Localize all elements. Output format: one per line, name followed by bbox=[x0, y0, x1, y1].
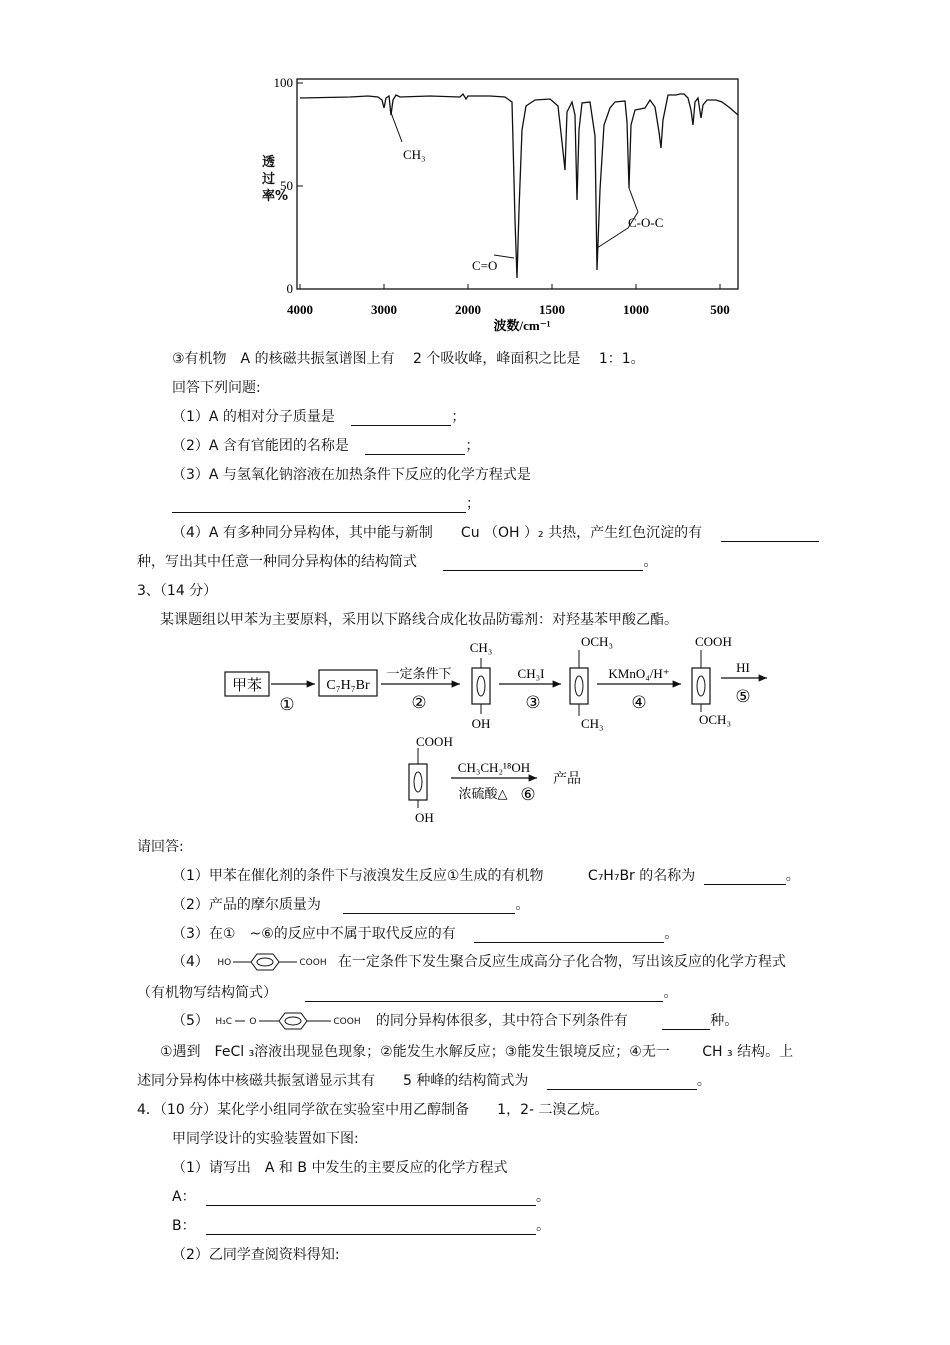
answer-blank[interactable] bbox=[474, 928, 664, 943]
ir-spectrum bbox=[250, 70, 750, 335]
answer-blank[interactable] bbox=[704, 870, 786, 885]
q3-sub3: （3）在① ~⑥的反应中不属于取代反应的有 。 bbox=[172, 926, 679, 942]
answer-blank[interactable] bbox=[547, 1075, 697, 1090]
q2-sub3: （3）A 与氢氧化钠溶液在加热条件下反应的化学方程式是 bbox=[172, 467, 531, 483]
q3-sub4-note: （有机物写结构简式） 。 bbox=[137, 985, 678, 1001]
ir-spectrum-plot bbox=[250, 70, 750, 335]
q4-sub1: （1）请写出 A 和 B 中发生的主要反应的化学方程式 bbox=[172, 1160, 508, 1176]
step-6-label: ⑥ bbox=[520, 785, 536, 804]
x-tick-label: 4000 bbox=[287, 302, 313, 317]
q2-sub3-answer: ； bbox=[172, 495, 480, 513]
hydroxybenzoic-acid-structure: HO COOH bbox=[213, 953, 325, 971]
group-och3: OCH₃ bbox=[699, 712, 731, 727]
x-tick-label: 1500 bbox=[539, 302, 565, 317]
group-cooh: COOH bbox=[416, 734, 453, 749]
synthesis-scheme-svg bbox=[215, 628, 775, 828]
answer-blank[interactable] bbox=[206, 1191, 536, 1206]
q2-sub1: （1）A 的相对分子质量是 ； bbox=[172, 409, 466, 425]
step-2-label: ② bbox=[411, 693, 427, 712]
answer-blank[interactable] bbox=[343, 899, 515, 914]
toluene-label: 甲苯 bbox=[231, 678, 263, 694]
y-axis-label: 透过率% bbox=[262, 155, 289, 204]
answer-blank[interactable] bbox=[443, 556, 643, 571]
q3-sub5: （5） H₃C O COOH 的同分异构体很多，其中符合下列条件有 种。 bbox=[172, 1013, 739, 1029]
step-4-condition: KMnO₄/H⁺ bbox=[608, 666, 670, 681]
step-2-condition: 一定条件下 bbox=[386, 666, 452, 681]
step-4-label: ④ bbox=[631, 693, 647, 712]
annotation-ch3: CH₃ bbox=[403, 147, 426, 162]
q4-a-line: A： 。 bbox=[172, 1189, 551, 1205]
q3-answer-prompt: 请回答: bbox=[137, 839, 184, 855]
q2-sub2: （2）A 含有官能团的名称是 ； bbox=[172, 438, 480, 454]
answer-blank[interactable] bbox=[662, 1015, 710, 1030]
step-3-condition: CH₃I bbox=[517, 666, 545, 681]
q3-conditions-line1: ①遇到 FeCl ₃溶液出现显色现象；②能发生水解反应；③能发生银境反应；④无一 CH ₃ 结构。上 bbox=[160, 1044, 794, 1060]
q2-prompt: 回答下列问题: bbox=[172, 380, 261, 396]
product-label: 产品 bbox=[553, 772, 581, 787]
benzene-ring-icon bbox=[231, 953, 303, 971]
step-6-condition-bottom: 浓硫酸△ bbox=[458, 786, 508, 801]
y-tick-label: 0 bbox=[286, 281, 293, 296]
benzene-ring-icon bbox=[472, 668, 490, 704]
q3-sub1: （1）甲苯在催化剂的条件下与液溴发生反应①生成的有机物 C₇H₇Br 的名称为 。 bbox=[172, 868, 800, 884]
q4-b-line: B： 。 bbox=[172, 1218, 551, 1234]
q3-sub2: （2）产品的摩尔质量为 。 bbox=[172, 897, 530, 913]
synthesis-scheme bbox=[215, 628, 775, 828]
step-6-condition: CH₃CH₂¹⁸OH bbox=[457, 760, 531, 775]
q4-line2: 甲同学设计的实验装置如下图: bbox=[172, 1131, 359, 1147]
q4-sub2: （2）乙同学查阅资料得知: bbox=[172, 1247, 340, 1263]
q3-conditions-line2: 述同分异构体中核磁共振氢谱显示其有 5 种峰的结构简式为 。 bbox=[137, 1073, 711, 1089]
step-5-label: ⑤ bbox=[735, 687, 751, 706]
group-ch3: CH₃ bbox=[469, 640, 493, 655]
x-tick-label: 2000 bbox=[455, 302, 481, 317]
group-oh: OH bbox=[415, 810, 434, 825]
q3-sub4: （4） HO COOH 在一定条件下发生聚合反应生成高分子化合物，写出该反应的化学方程式 bbox=[172, 954, 786, 970]
group-ch3: CH₃ bbox=[581, 716, 604, 731]
annotation-ether: C-O-C bbox=[628, 215, 664, 230]
answer-blank[interactable] bbox=[305, 987, 663, 1002]
step-5-condition: HI bbox=[736, 660, 750, 675]
benzene-ring-icon bbox=[409, 764, 427, 800]
group-cooh: COOH bbox=[695, 634, 732, 649]
x-tick-label: 1000 bbox=[623, 302, 649, 317]
x-tick-label: 3000 bbox=[371, 302, 397, 317]
answer-blank[interactable] bbox=[172, 498, 466, 513]
bromotoluene-label: C₇H₇Br bbox=[326, 678, 370, 693]
benzene-ring-icon bbox=[570, 668, 588, 704]
q2-sub4-line1: （4）A 有多种同分异构体，其中能与新制 Cu （OH ）₂ 共热，产生红色沉淀的有 bbox=[172, 524, 819, 542]
y-tick-label: 100 bbox=[273, 75, 293, 90]
q2-note3: ③有机物 A 的核磁共振氢谱图上有 2 个吸收峰，峰面积之比是 1：1。 bbox=[172, 351, 645, 367]
q2-sub4-line2: 种，写出其中任意一种同分异构体的结构简式 。 bbox=[137, 554, 658, 570]
answer-blank[interactable] bbox=[721, 527, 819, 542]
annotation-carbonyl: C=O bbox=[472, 258, 498, 273]
q3-header: 3、（14 分） bbox=[137, 583, 218, 599]
benzene-ring-icon bbox=[692, 668, 710, 704]
answer-blank[interactable] bbox=[206, 1220, 536, 1235]
step-3-label: ③ bbox=[525, 693, 541, 712]
answer-blank[interactable] bbox=[365, 440, 465, 455]
answer-blank[interactable] bbox=[351, 411, 451, 426]
q3-intro: 某课题组以甲苯为主要原料，采用以下路线合成化妆品防霉剂：对羟基苯甲酸乙酯。 bbox=[160, 612, 678, 628]
ir-spectrum-curve bbox=[300, 94, 738, 278]
step-1-label: ① bbox=[279, 695, 295, 714]
x-tick-label: 500 bbox=[710, 302, 730, 317]
y-tick-label: 50 bbox=[280, 178, 293, 193]
x-axis-label: 波数/cm⁻¹ bbox=[493, 318, 551, 333]
group-och3: OCH₃ bbox=[581, 634, 613, 649]
group-oh: OH bbox=[471, 716, 491, 731]
benzene-ring-icon bbox=[257, 1012, 337, 1030]
methoxybenzoic-acid-structure: H₃C O COOH bbox=[213, 1012, 371, 1030]
q4-header: 4．（10 分）某化学小组同学欲在实验室中用乙醇制备 1，2- 二溴乙烷。 bbox=[137, 1102, 609, 1118]
